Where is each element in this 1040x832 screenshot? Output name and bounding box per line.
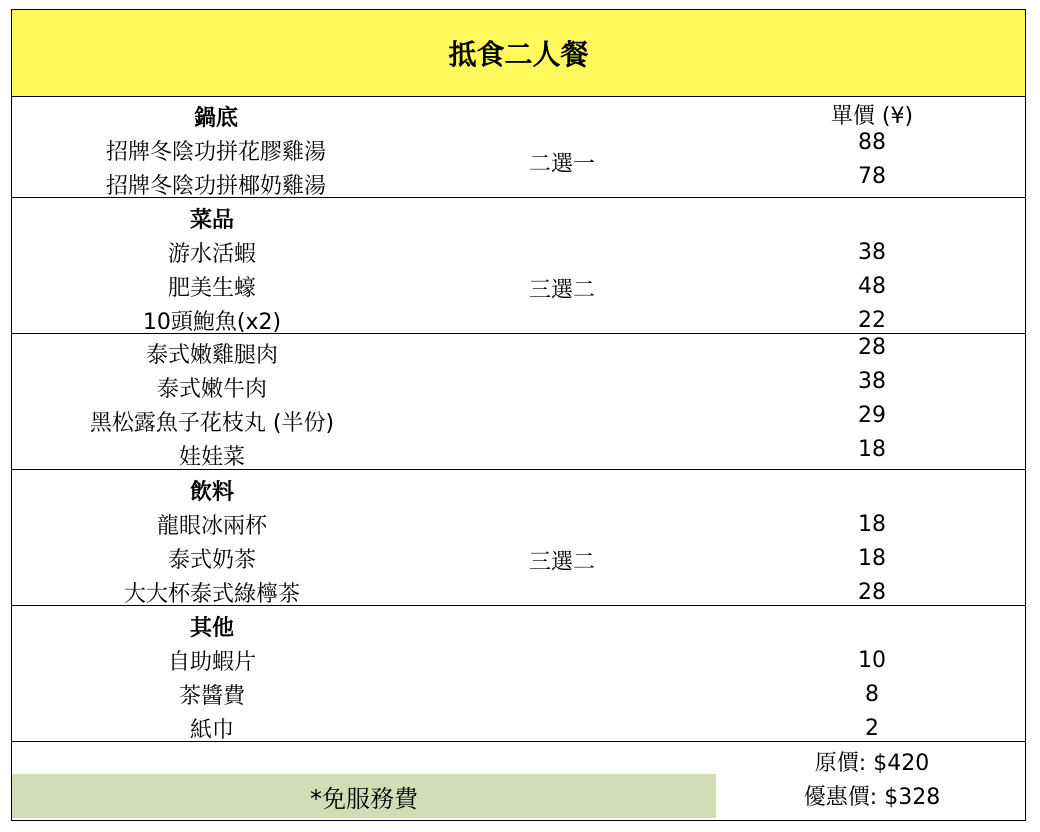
menu-item: 茶醬費	[178, 684, 245, 709]
menu-item: 泰式嫩牛肉	[156, 377, 267, 402]
menu-title: 抵食二人餐	[12, 10, 1025, 97]
price: 38	[858, 240, 886, 265]
choice-rule: 二選一	[528, 152, 595, 177]
section-others	[12, 606, 1025, 742]
menu-item: 龍眼冰兩杯	[156, 514, 267, 539]
price: 22	[858, 308, 886, 333]
price: 10	[858, 648, 886, 673]
section-drinks	[12, 470, 1025, 606]
section-header: 其他	[189, 616, 234, 641]
menu-item: 招牌冬陰功拼椰奶雞湯	[105, 174, 326, 199]
menu-item: 泰式奶茶	[167, 548, 256, 573]
menu-item: 泰式嫩雞腿肉	[145, 343, 278, 368]
menu-item: 自助蝦片	[167, 650, 256, 675]
choice-rule: 三選二	[528, 550, 595, 575]
section-header: 飲料	[189, 480, 234, 505]
price: 78	[858, 164, 886, 189]
section-fixed	[12, 334, 1025, 470]
menu-item: 肥美生蠔	[167, 276, 256, 301]
price: 29	[858, 403, 886, 428]
price: 28	[858, 335, 886, 360]
price: 2	[865, 716, 879, 741]
menu-item: 大大杯泰式綠檸茶	[123, 582, 300, 607]
choice-rule: 三選二	[528, 278, 595, 303]
menu-item: 娃娃菜	[178, 445, 245, 470]
price: 18	[858, 546, 886, 571]
price: 48	[858, 274, 886, 299]
menu-sheet	[11, 9, 1026, 821]
section-header: 菜品	[189, 208, 234, 233]
section-dishes	[12, 198, 1025, 334]
price: 38	[858, 369, 886, 394]
price: 88	[858, 130, 886, 155]
price-header: 單價 (¥)	[830, 104, 914, 129]
price: 28	[858, 580, 886, 605]
price: 18	[858, 437, 886, 462]
original-price: 原價: $420	[814, 751, 930, 776]
menu-item: 10頭鮑魚(x2)	[142, 310, 282, 335]
menu-item: 黑松露魚子花枝丸 (半份)	[89, 411, 335, 436]
menu-item: 招牌冬陰功拼花膠雞湯	[105, 140, 326, 165]
menu-item: 游水活蝦	[167, 242, 256, 267]
discount-price: 優惠價: $328	[803, 785, 941, 810]
price: 8	[865, 682, 879, 707]
service-fee-note: *免服務費	[12, 774, 716, 818]
price: 18	[858, 512, 886, 537]
menu-item: 紙巾	[189, 718, 234, 743]
section-header: 鍋底	[193, 106, 238, 131]
section-pot	[12, 96, 1025, 198]
